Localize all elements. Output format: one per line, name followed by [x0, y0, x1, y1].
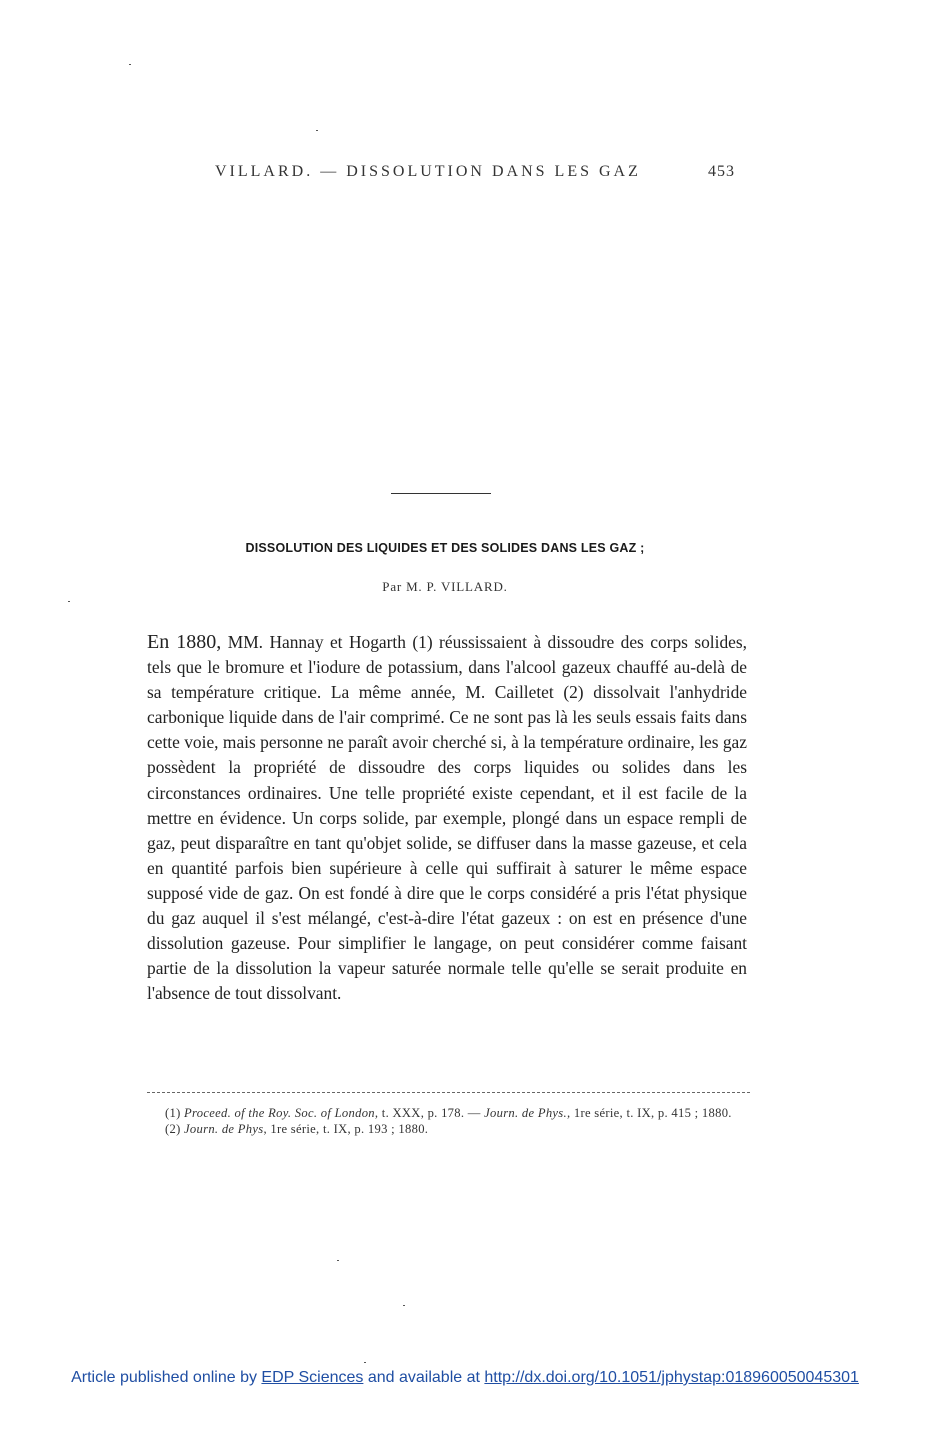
- section-divider: [391, 493, 491, 494]
- article-title: DISSOLUTION DES LIQUIDES ET DES SOLIDES DANS LES GAZ ;: [245, 541, 645, 555]
- footnote-details: t. XXX, p. 178. —: [378, 1106, 485, 1120]
- scan-speck: [403, 1305, 405, 1306]
- running-head: [215, 163, 735, 185]
- footnote-divider: [147, 1092, 750, 1093]
- body-lead: En 1880,: [147, 631, 222, 653]
- scan-speck: [129, 64, 131, 65]
- doi-link[interactable]: http://dx.doi.org/10.1051/jphystap:018960050045301: [484, 1369, 859, 1386]
- footnotes: [147, 1106, 752, 1138]
- footnote-rest: 1re série, t. IX, p. 415 ; 1880.: [570, 1106, 732, 1120]
- footnote-journal: Journ. de Phys: [184, 1121, 264, 1136]
- running-head-title: VILLARD. — DISSOLUTION DANS LES GAZ: [215, 163, 641, 180]
- footnote-journal: Journ. de Phys.,: [484, 1106, 571, 1120]
- body-paragraph: [147, 630, 747, 1006]
- footnote-source: Proceed. of the Roy. Soc. of London,: [184, 1106, 379, 1120]
- footnote-marker: (2): [165, 1121, 181, 1136]
- footnote-marker: (1): [165, 1106, 181, 1120]
- footnote-2: [147, 1122, 752, 1138]
- page-number: 453: [708, 163, 735, 180]
- publication-note-middle: and available at: [363, 1369, 485, 1386]
- body-text: MM. Hannay et Hogarth (1) réussissaient à dissoudre des corps solides, tels que le bromure et l'iodure de potassium, dans l'alcool gazeux chauffé au-delà de sa température critique. La même année, M. Cailletet (2) dissolvait l'anhydride carbonique liquide dans de l'air comprimé. Ce ne sont pas là les seuls essais faits dans cette voie, mais personne ne paraît avoir cherché si, à la température ordinaire, les gaz possèdent la propriété de dissoudre des corps liquides ou solides dans les circonstances ordinaires. Une telle propriété existe cependant, et il est facile de la mettre en évidence. Un corps solide, par exemple, plongé dans un espace rempli de gaz, peut disparaître en tant qu'objet solide, se diffuser dans la masse gazeuse, et cela en quantité parfois bien supérieure à celle qui suffirait à saturer le même espace supposé vide de gaz. On est fondé à dire que le corps considéré a pris l'état physique du gaz auquel il s'est mélangé, c'est-à-dire l'état gazeux : on est en présence d'une dissolution gazeuse. Pour simplifier le langage, on peut considérer comme faisant partie de la dissolution la vapeur saturée normale telle qu'elle se serait produite en l'absence de tout dissolvant.: [147, 632, 747, 1004]
- footnote-1: [147, 1106, 752, 1122]
- scan-speck: [316, 130, 318, 131]
- scan-speck: [68, 601, 70, 602]
- footnote-rest: , 1re série, t. IX, p. 193 ; 1880.: [263, 1121, 429, 1136]
- publisher-link[interactable]: EDP Sciences: [261, 1369, 364, 1386]
- scan-speck: [364, 1362, 366, 1363]
- scan-speck: [337, 1260, 339, 1261]
- byline: Par M. P. VILLARD.: [382, 579, 508, 594]
- publication-note-prefix: Article published online by: [71, 1369, 262, 1386]
- publication-note: [0, 1369, 930, 1387]
